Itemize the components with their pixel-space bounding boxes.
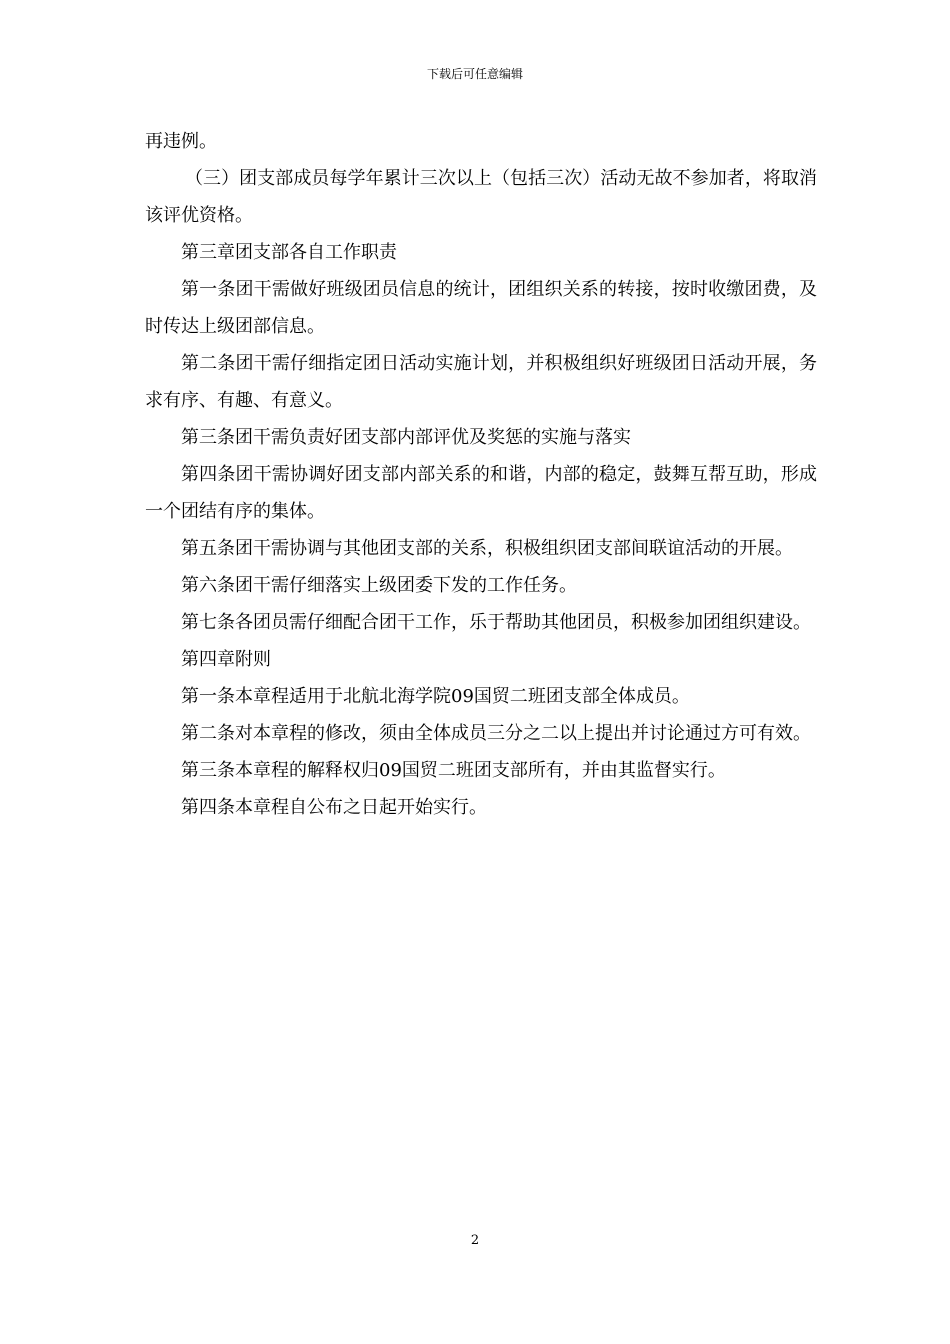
page-number: 2	[470, 1233, 480, 1248]
paragraph-continuation: 再违例。	[145, 131, 217, 152]
chapter-4-article-4: 第四条本章程自公布之日起开始实行。	[181, 797, 487, 818]
paragraph-rule-3: （三）团支部成员每学年累计三次以上（包括三次）活动无故不参加者，将取消该评优资格。	[145, 168, 817, 226]
chapter-4-article-3: 第三条本章程的解释权归09国贸二班团支部所有，并由其监督实行。	[181, 760, 726, 781]
chapter-3-article-4: 第四条团干需协调好团支部内部关系的和谐，内部的稳定，鼓舞互帮互助，形成一个团结有序的集体。	[145, 464, 817, 522]
page-header: 下载后可任意编辑	[426, 67, 523, 81]
chapter-3-article-5: 第五条团干需协调与其他团支部的关系，积极组织团支部间联谊活动的开展。	[181, 538, 793, 559]
chapter-3-heading: 第三章团支部各自工作职责	[181, 242, 397, 263]
document-body	[145, 123, 817, 826]
chapter-3-article-7: 第七条各团员需仔细配合团干工作，乐于帮助其他团员，积极参加团组织建设。	[181, 612, 811, 633]
chapter-3-article-3: 第三条团干需负责好团支部内部评优及奖惩的实施与落实	[181, 427, 631, 448]
chapter-4-heading: 第四章附则	[181, 649, 271, 670]
chapter-4-article-1: 第一条本章程适用于北航北海学院09国贸二班团支部全体成员。	[181, 686, 690, 707]
chapter-4-article-2: 第二条对本章程的修改，须由全体成员三分之二以上提出并讨论通过方可有效。	[181, 723, 811, 744]
chapter-3-article-1: 第一条团干需做好班级团员信息的统计，团组织关系的转接，按时收缴团费，及时传达上级团部信息。	[145, 279, 817, 337]
chapter-3-article-2: 第二条团干需仔细指定团日活动实施计划，并积极组织好班级团日活动开展，务求有序、有趣、有意义。	[145, 353, 817, 411]
chapter-3-article-6: 第六条团干需仔细落实上级团委下发的工作任务。	[181, 575, 577, 596]
